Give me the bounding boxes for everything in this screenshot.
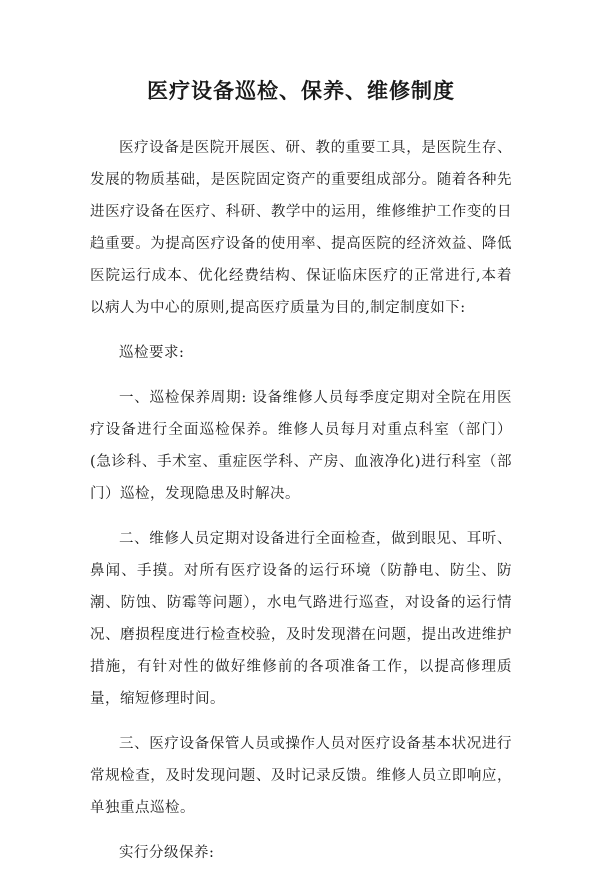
- inspection-item-3: 三、医疗设备保管人员或操作人员对医疗设备基本状况进行常规检查，及时发现问题、及时记录反馈。维修人员立即响应，单独重点巡检。: [90, 736, 512, 816]
- intro-paragraph: 医疗设备是医院开展医、研、教的重要工具，是医院生存、发展的物质基础，是医院固定资产的重要组成部分。随着各种先进医疗设备在医疗、科研、教学中的运用，维修维护工作变的日趋重要。为提高医疗设备的使用率、提高医院的经济效益、降低医院运行成本、优化经费结构、保证临床医疗的正常进行,本着以病人为中心的原则,提高医疗质量为目的,制定制度如下:: [90, 140, 512, 316]
- graded-maintenance-heading: 实行分级保养:: [119, 845, 215, 861]
- inspection-item-2: 二、维修人员定期对设备进行全面检查，做到眼见、耳听、鼻闻、手摸。对所有医疗设备的运行环境（防静电、防尘、防潮、防蚀、防霉等问题），水电气路进行巡查，对设备的运行情况、磨损程度进行检查校验，及时发现潜在问题，提出改进维护措施，有针对性的做好维修前的各项准备工作，以提高修理质量，缩短修理时间。: [90, 531, 512, 707]
- document-title: 医疗设备巡检、保养、维修制度: [147, 78, 455, 103]
- inspection-item-1: 一、巡检保养周期: 设备维修人员每季度定期对全院在用医疗设备进行全面巡检保养。维修人员每月对重点科室（部门）(急诊科、手术室、重症医学科、产房、血液净化)进行科室（部门）巡检，发现隐患及时解决。: [90, 390, 512, 502]
- inspection-requirements-heading: 巡检要求:: [119, 345, 185, 361]
